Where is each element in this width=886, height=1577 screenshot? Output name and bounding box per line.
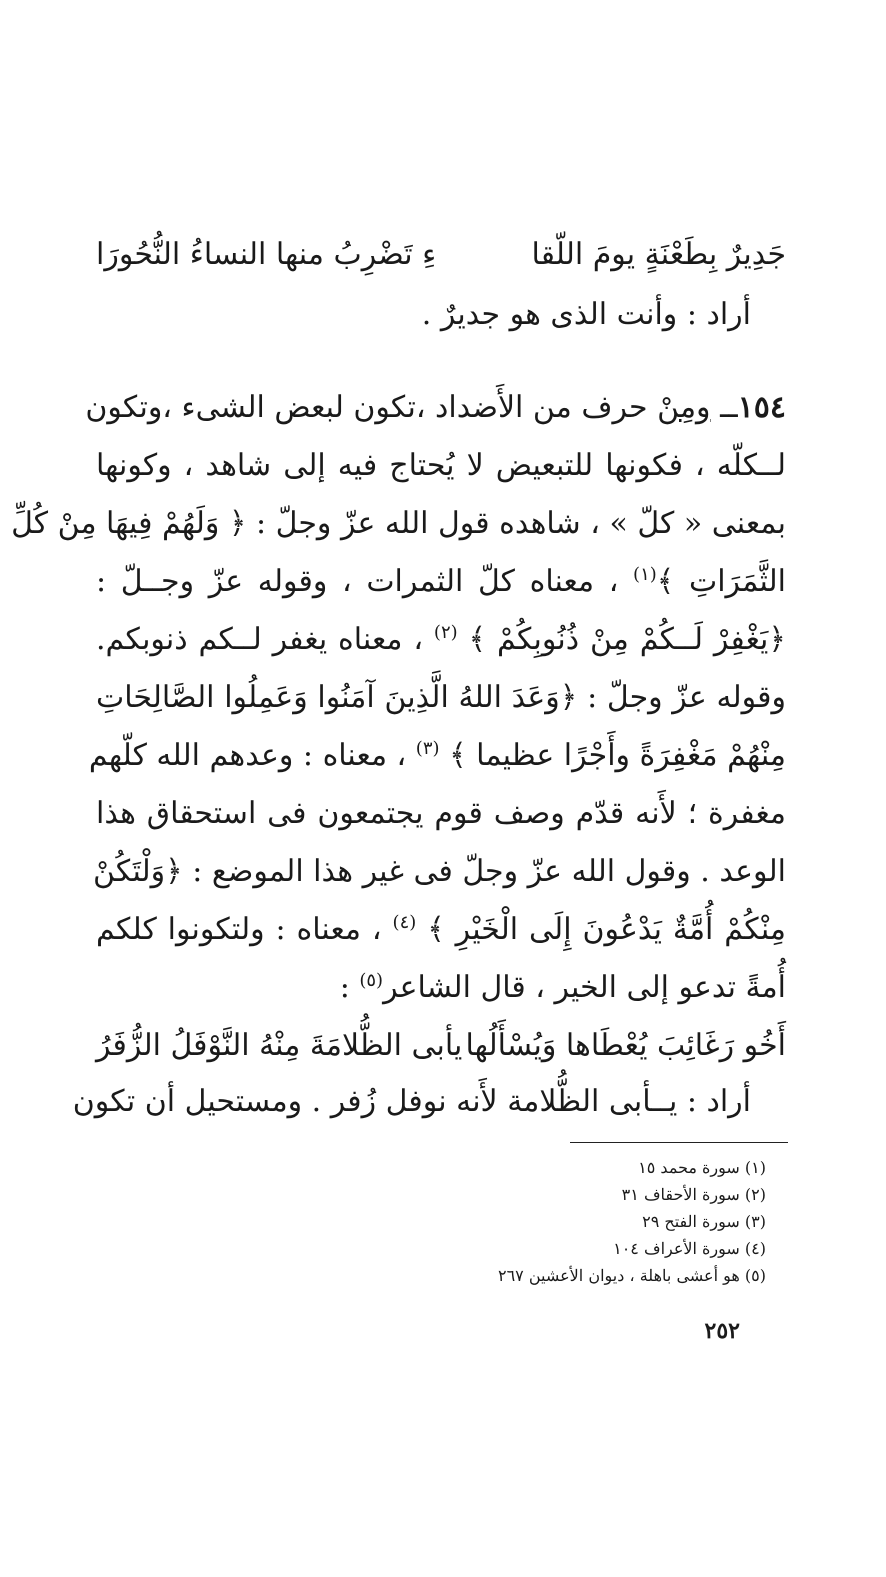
- entry-line-9: الوعد . وقول الله عزّ وجلّ فى غير هذا الموضع : ﴿وَلْتَكُنْ: [93, 854, 786, 889]
- footnote-2: (٢) سورة الأحقاف ٣١: [621, 1185, 766, 1204]
- entry-line-11-rest: :: [339, 970, 350, 1005]
- page-number: ٢٥٢: [704, 1318, 740, 1344]
- entry-line-5: [96, 618, 786, 666]
- entry-first-line: [85, 386, 786, 434]
- entry-keyword: ومِنْ: [657, 390, 711, 425]
- footnote-ref-2: (٢): [433, 622, 458, 643]
- footnote-ref-5: (٥): [359, 970, 384, 991]
- entry-line-10-quran: مِنْكُمْ أُمَّةٌ يَدْعُونَ إِلَى الْخَيْرِ ﴾: [427, 912, 786, 947]
- entry-line-5-rest: ، معناه يغفر لــكم ذنوبكم.: [96, 622, 424, 657]
- verse-line-2: [96, 1024, 786, 1072]
- footnote-1: (١) سورة محمد ١٥: [638, 1158, 766, 1177]
- footnote-ref-4: (٤): [392, 912, 417, 933]
- verse-2-hemistich-right: أَخُو رَغَائِبَ يُعْطَاها وَيُسْأَلُها: [465, 1028, 786, 1063]
- footnote-ref-3: (٣): [415, 738, 440, 759]
- entry-line-1-text: حرف من الأَضداد ،تكون لبعض الشىء ،وتكون: [85, 390, 648, 425]
- entry-line-4-quran: الثَّمَرَاتِ ﴾: [656, 564, 786, 599]
- entry-line-4: [96, 560, 786, 608]
- entry-line-10: [96, 908, 786, 956]
- entry-line-5-quran: يَغْفِرْ لَــكُمْ مِنْ ذُنُوبِكُمْ ﴾: [468, 622, 769, 657]
- entry-line-5-open: ﴿: [768, 622, 786, 657]
- verse-1-hemistich-right: جَدِيرٌ بِطَعْنَةٍ يومَ اللّقا: [531, 237, 786, 272]
- entry-line-7-quran: مِنْهُمْ مَغْفِرَةً وأَجْرًا عظيما ﴾: [449, 738, 786, 773]
- entry-line-4-rest: ، معناه كلّ الثمرات ، وقوله عزّ وجــلّ :: [96, 564, 619, 599]
- text-line-after-verse-1: أراد : وأنت الذى هو جديرٌ .: [421, 297, 751, 332]
- entry-line-7: [88, 734, 786, 782]
- verse-2-hemistich-left: يأبى الظُّلامَةَ مِنْهُ النَّوْفَلُ الزُّفَرُ: [96, 1028, 463, 1063]
- verse-1-hemistich-left: ءِ تَضْرِبُ منها النساءُ النُّحُورَا: [96, 237, 437, 272]
- last-text-line: أراد : يــأبى الظُّلامة لأَنه نوفل زُفر . ومستحيل أن تكون: [72, 1084, 751, 1119]
- entry-number: ١٥٤: [737, 390, 786, 425]
- entry-dash: ــ: [720, 390, 738, 425]
- footnote-3: (٣) سورة الفتح ٢٩: [642, 1212, 766, 1231]
- footnote-4: (٤) سورة الأعراف ١٠٤: [613, 1239, 766, 1258]
- entry-line-11: [96, 966, 786, 1014]
- entry-line-2: لــكلّه ، فكونها للتبعيض لا يُحتاج فيه إلى شاهد ، وكونها: [96, 448, 786, 483]
- entry-line-7-rest: ، معناه : وعدهم الله كلّهم: [88, 738, 407, 773]
- entry-line-8: مغفرة ؛ لأَنه قدّم وصف قوم يجتمعون فى استحقاق هذا: [96, 796, 786, 831]
- footnote-ref-1: (١): [633, 564, 657, 585]
- entry-line-11-text: أُمةً تدعو إلى الخير ، قال الشاعر: [383, 970, 786, 1005]
- verse-line-1: [96, 233, 786, 281]
- entry-line-10-rest: ، معناه : ولتكونوا كلكم: [96, 912, 382, 947]
- footnote-divider: [570, 1142, 788, 1143]
- entry-line-3: بمعنى « كلّ » ، شاهده قول الله عزّ وجلّ : ﴿ وَلَهُمْ فِيهَا مِنْ كُلِّ: [11, 506, 786, 541]
- footnote-5: (٥) هو أعشى باهلة ، ديوان الأعشين ٢٦٧: [497, 1266, 766, 1285]
- entry-line-6: وقوله عزّ وجلّ : ﴿وَعَدَ اللهُ الَّذِينَ آمَنُوا وَعَمِلُوا الصَّالِحَاتِ: [96, 680, 786, 715]
